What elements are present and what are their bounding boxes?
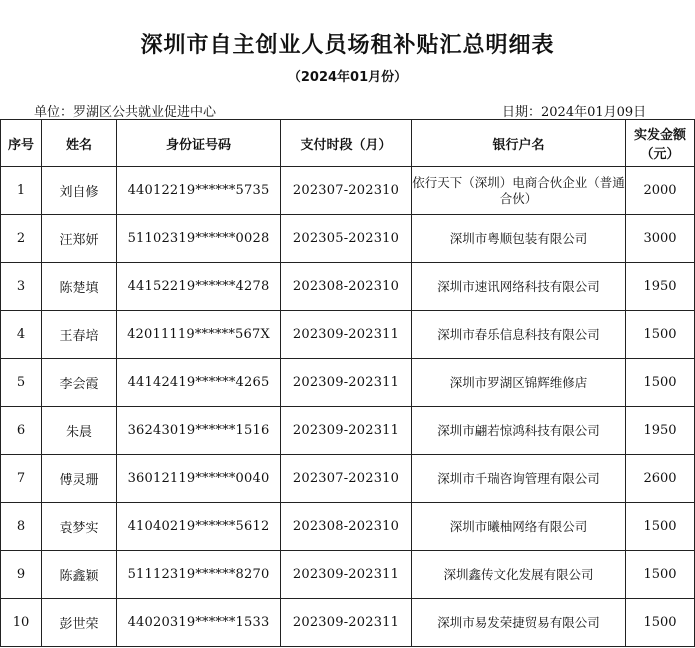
header-seq: 序号 bbox=[1, 120, 42, 167]
cell-id: 42011119******567X bbox=[117, 311, 281, 359]
cell-period: 202309-202311 bbox=[281, 359, 412, 407]
cell-bank: 深圳市春乐信息科技有限公司 bbox=[412, 311, 626, 359]
cell-bank: 深圳市千瑞咨询管理有限公司 bbox=[412, 455, 626, 503]
cell-id: 44020319******1533 bbox=[117, 599, 281, 647]
document-title: 深圳市自主创业人员场租补贴汇总明细表 bbox=[140, 33, 555, 58]
cell-id: 36012119******0040 bbox=[117, 455, 281, 503]
header-name: 姓名 bbox=[42, 120, 117, 167]
header-bank: 银行户名 bbox=[412, 120, 626, 167]
unit-label: 单位：罗湖区公共就业促进中心 bbox=[34, 105, 217, 120]
cell-period: 202307-202310 bbox=[281, 167, 412, 215]
header-period: 支付时段（月） bbox=[281, 120, 412, 167]
cell-name: 刘自修 bbox=[42, 167, 117, 215]
cell-bank: 深圳市翩若惊鸿科技有限公司 bbox=[412, 407, 626, 455]
cell-seq: 4 bbox=[1, 311, 42, 359]
cell-bank: 深圳市粤顺包装有限公司 bbox=[412, 215, 626, 263]
cell-name: 李会霞 bbox=[42, 359, 117, 407]
table-header-row bbox=[1, 120, 695, 167]
cell-name: 袁梦实 bbox=[42, 503, 117, 551]
cell-seq: 1 bbox=[1, 167, 42, 215]
cell-period: 202307-202310 bbox=[281, 455, 412, 503]
cell-name: 彭世荣 bbox=[42, 599, 117, 647]
cell-period: 202309-202311 bbox=[281, 551, 412, 599]
cell-period: 202308-202310 bbox=[281, 263, 412, 311]
cell-seq: 9 bbox=[1, 551, 42, 599]
cell-name: 傅灵珊 bbox=[42, 455, 117, 503]
cell-period: 202308-202310 bbox=[281, 503, 412, 551]
table-row bbox=[1, 503, 695, 551]
cell-amount: 2600 bbox=[626, 455, 695, 503]
cell-bank: 深圳市速讯网络科技有限公司 bbox=[412, 263, 626, 311]
cell-seq: 5 bbox=[1, 359, 42, 407]
table-row bbox=[1, 551, 695, 599]
header-amount-line2: （元） bbox=[640, 147, 680, 162]
cell-id: 36243019******1516 bbox=[117, 407, 281, 455]
cell-amount: 1950 bbox=[626, 263, 695, 311]
cell-amount: 1950 bbox=[626, 407, 695, 455]
table-row bbox=[1, 167, 695, 215]
table-row bbox=[1, 311, 695, 359]
cell-bank: 深圳市罗湖区锦辉维修店 bbox=[412, 359, 626, 407]
table-row bbox=[1, 263, 695, 311]
cell-name: 王春培 bbox=[42, 311, 117, 359]
cell-id: 44012219******5735 bbox=[117, 167, 281, 215]
cell-name: 汪郑妍 bbox=[42, 215, 117, 263]
cell-seq: 3 bbox=[1, 263, 42, 311]
cell-period: 202305-202310 bbox=[281, 215, 412, 263]
document-subtitle: （2024年01月份） bbox=[287, 70, 408, 85]
table-row bbox=[1, 455, 695, 503]
table-row bbox=[1, 407, 695, 455]
cell-id: 41040219******5612 bbox=[117, 503, 281, 551]
header-amount-line1: 实发金额 bbox=[633, 128, 686, 143]
cell-amount: 1500 bbox=[626, 503, 695, 551]
cell-bank: 深圳鑫传文化发展有限公司 bbox=[412, 551, 626, 599]
cell-amount: 1500 bbox=[626, 599, 695, 647]
cell-bank: 依行天下（深圳）电商合伙企业（普通合伙） bbox=[412, 167, 626, 215]
cell-bank: 深圳市易发荣捷贸易有限公司 bbox=[412, 599, 626, 647]
cell-period: 202309-202311 bbox=[281, 311, 412, 359]
cell-amount: 1500 bbox=[626, 311, 695, 359]
cell-name: 朱晨 bbox=[42, 407, 117, 455]
table-row bbox=[1, 599, 695, 647]
cell-name: 陈楚填 bbox=[42, 263, 117, 311]
cell-amount: 1500 bbox=[626, 359, 695, 407]
header-id: 身份证号码 bbox=[117, 120, 281, 167]
header-amount bbox=[626, 120, 695, 167]
cell-bank: 深圳市曦柚网络有限公司 bbox=[412, 503, 626, 551]
cell-name: 陈鑫颖 bbox=[42, 551, 117, 599]
cell-period: 202309-202311 bbox=[281, 599, 412, 647]
subsidy-table bbox=[0, 119, 695, 647]
cell-seq: 8 bbox=[1, 503, 42, 551]
cell-seq: 2 bbox=[1, 215, 42, 263]
cell-seq: 7 bbox=[1, 455, 42, 503]
cell-id: 51102319******0028 bbox=[117, 215, 281, 263]
table-row bbox=[1, 215, 695, 263]
cell-amount: 1500 bbox=[626, 551, 695, 599]
cell-period: 202309-202311 bbox=[281, 407, 412, 455]
cell-amount: 2000 bbox=[626, 167, 695, 215]
cell-id: 44142419******4265 bbox=[117, 359, 281, 407]
table-row bbox=[1, 359, 695, 407]
cell-seq: 10 bbox=[1, 599, 42, 647]
cell-seq: 6 bbox=[1, 407, 42, 455]
date-label: 日期：2024年01月09日 bbox=[502, 105, 647, 120]
cell-id: 51112319******8270 bbox=[117, 551, 281, 599]
cell-amount: 3000 bbox=[626, 215, 695, 263]
cell-id: 44152219******4278 bbox=[117, 263, 281, 311]
